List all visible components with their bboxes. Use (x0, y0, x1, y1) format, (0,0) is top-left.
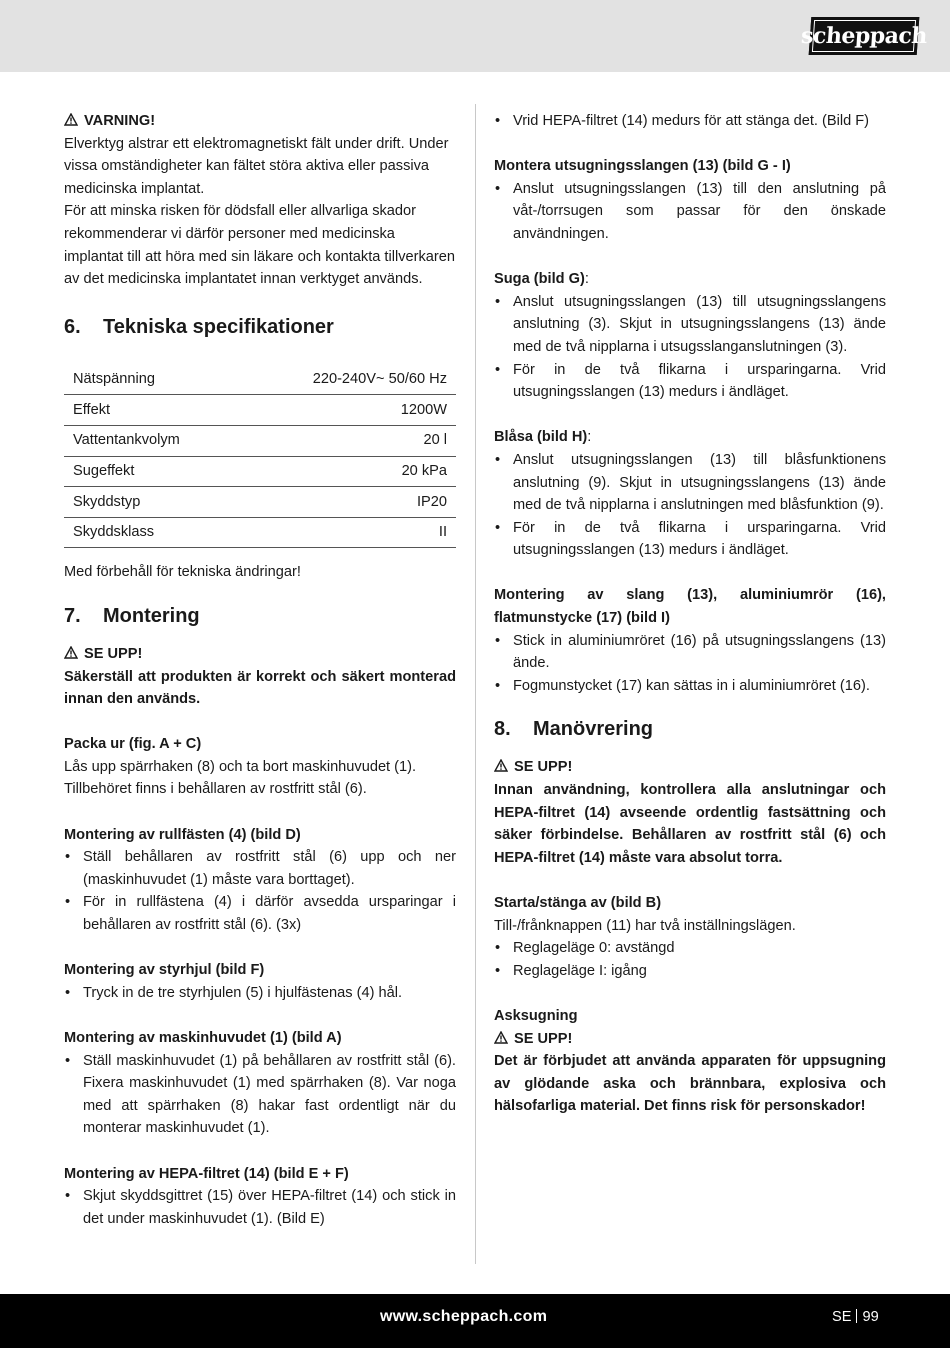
head-heading: Montering av maskinhuvudet (1) (bild A) (64, 1030, 342, 1046)
spec-label: Effekt (64, 395, 241, 426)
warning-triangle-icon (494, 1031, 508, 1044)
startstop-list (494, 937, 886, 982)
spec-label: Vattentankvolym (64, 425, 241, 456)
section-7-heading: 7. Montering (64, 604, 200, 627)
list-item: • För in rullfästena (4) i därför avsedda ursparingar i behållaren av rostfritt stål (6). (3x) (64, 891, 456, 936)
left-column (64, 110, 456, 1230)
header-bar (0, 0, 950, 72)
list-item: • För in de två flikarna i ursparingarna. Vrid utsugningsslangen (13) medurs i ändläget. (494, 359, 886, 404)
spec-table (64, 365, 456, 549)
caution-heading: SE UPP! (64, 643, 456, 666)
list-item: • Ställ maskinhuvudet (1) på behållaren av rostfritt stål (6). Fixera maskinhuvudet (1) med spärrhaken (8). Var noga med att spärrhaken (8) hakar fast ordentligt när du monterar maskinhuvudet (1). (64, 1050, 456, 1140)
caution-text: Säkerställ att produkten är korrekt och säkert monterad innan den används. (64, 668, 456, 708)
unpack-text: Lås upp spärrhaken (8) och ta bort maskinhuvudet (1). Tillbehöret finns i behållaren av rostfritt stål (6). (64, 758, 417, 798)
hepa-list (64, 1185, 456, 1230)
spec-row (64, 425, 456, 456)
list-item: • Skjut skyddsgittret (15) över HEPA-filtret (14) och stick in det under maskinhuvudet (1). (Bild E) (64, 1185, 456, 1230)
list-item: • Tryck in de tre styrhjulen (5) i hjulfästenas (4) hål. (64, 982, 456, 1005)
blow-heading: Blåsa (bild H): (494, 429, 592, 446)
hepa-continued-list (494, 110, 886, 133)
list-item: • Reglageläge 0: avstängd (494, 937, 886, 960)
ash-heading: Asksugning (494, 1007, 578, 1024)
caution-heading: SE UPP! (494, 756, 886, 779)
hose-list (494, 178, 886, 246)
section-6-heading: 6. Tekniska specifikationer (64, 315, 334, 338)
spec-row (64, 456, 456, 487)
spec-value: 20 kPa (241, 456, 456, 487)
spec-row (64, 365, 456, 395)
list-item: • Anslut utsugningsslangen (13) till blåsfunktionens anslutning (9). Skjut in utsugningsslangens (13) ände med de två nipplarna i anslutningen med blåsfunktion (9). (494, 449, 886, 517)
hose-heading: Montera utsugningsslangen (13) (bild G - I) (494, 158, 791, 175)
page-separator (856, 1309, 857, 1323)
wheels-list (64, 982, 456, 1005)
right-column (494, 110, 886, 1118)
spec-label: Skyddsklass (64, 517, 241, 548)
page-indicator (832, 1309, 879, 1325)
warning-text-1: Elverktyg alstrar ett elektromagnetiskt fält under drift. Under vissa omständigheter kan fältet störa aktiva eller passiva medicinska implantat. (64, 135, 449, 197)
nozzle-heading: Montering av slang (13), aluminiumrör (16), flatmunstycke (17) (bild I) (494, 587, 886, 627)
spec-label: Skyddstyp (64, 487, 241, 518)
startstop-text: Till-/frånknappen (11) har två inställningslägen. (494, 917, 796, 934)
reserve-note: Med förbehåll för tekniska ändringar! (64, 564, 301, 581)
spec-label: Nätspänning (64, 365, 241, 395)
spec-row (64, 395, 456, 426)
spec-label: Sugeffekt (64, 456, 241, 487)
nozzle-list (494, 630, 886, 698)
spec-value: II (241, 517, 456, 548)
scheppach-logo: scheppach (809, 17, 920, 55)
website-link[interactable]: www.scheppach.com (380, 1308, 548, 1325)
list-item: • För in de två flikarna i ursparingarna. Vrid utsugningsslangen (13) medurs i ändläget. (494, 517, 886, 562)
blow-list (494, 449, 886, 562)
spec-value: IP20 (241, 487, 456, 518)
rollers-list (64, 846, 456, 936)
caution-text: Innan användning, kontrollera alla anslutningar och HEPA-filtret (14) avseende ordentlig fastsättning och säker förbindelse. Behållaren av rostfritt stål (6) och HEPA-filtret (14) måste vara absolut torra. (494, 782, 886, 866)
warning-heading (64, 110, 456, 133)
warning-title: VARNING! (84, 113, 156, 129)
warning-text-2: För att minska risken för dödsfall eller allvarliga skador rekommenderar vi därför personer med medicinska implantat till att höra med sin läkare och kontakta tillverkaren av det medicinska implantatet innan verktyget används. (64, 203, 455, 288)
spec-value: 1200W (241, 395, 456, 426)
ash-caution-heading: SE UPP! (494, 1028, 886, 1051)
rollers-heading: Montering av rullfästen (4) (bild D) (64, 826, 301, 843)
warning-triangle-icon (64, 113, 78, 126)
head-list (64, 1050, 456, 1140)
spec-value: 220-240V~ 50/60 Hz (241, 365, 456, 395)
spec-value: 20 l (241, 425, 456, 456)
suck-heading: Suga (bild G): (494, 271, 589, 288)
column-divider (475, 104, 476, 1264)
spec-row (64, 517, 456, 548)
list-item: • Fogmunstycket (17) kan sättas in i aluminiumröret (16). (494, 675, 886, 698)
list-item: • Stick in aluminiumröret (16) på utsugningsslangens (13) ände. (494, 630, 886, 675)
section-8-heading: 8. Manövrering (494, 718, 654, 741)
list-item: • Vrid HEPA-filtret (14) medurs för att stänga det. (Bild F) (494, 110, 886, 133)
unpack-heading: Packa ur (fig. A + C) (64, 736, 202, 753)
warning-triangle-icon (64, 646, 78, 659)
page-number: 99 (862, 1309, 879, 1325)
wheels-heading: Montering av styrhjul (bild F) (64, 962, 265, 979)
ash-text: Det är förbjudet att använda apparaten för uppsugning av glödande aska och brännbara, explosiva och hälsofarliga material. Det finns risk för personskador! (494, 1053, 886, 1115)
language-code: SE (832, 1309, 852, 1325)
list-item: • Ställ behållaren av rostfritt stål (6) upp och ner (maskinhuvudet (1) måste vara borttaget). (64, 846, 456, 891)
list-item: • Anslut utsugningsslangen (13) till utsugningsslangens anslutning (3). Skjut in utsugningsslangens (13) ände med de två nipplarna i utsugsslanganslutningen (3). (494, 291, 886, 359)
list-item: • Reglageläge I: igång (494, 960, 886, 983)
spec-row (64, 487, 456, 518)
suck-list (494, 291, 886, 404)
footer-bar (0, 1294, 950, 1348)
list-item: • Anslut utsugningsslangen (13) till den anslutning på våt-/torrsugen som passar för den önskade användningen. (494, 178, 886, 246)
warning-triangle-icon (494, 759, 508, 772)
hepa-heading: Montering av HEPA-filtret (14) (bild E + F) (64, 1165, 349, 1182)
startstop-heading: Starta/stänga av (bild B) (494, 895, 662, 911)
